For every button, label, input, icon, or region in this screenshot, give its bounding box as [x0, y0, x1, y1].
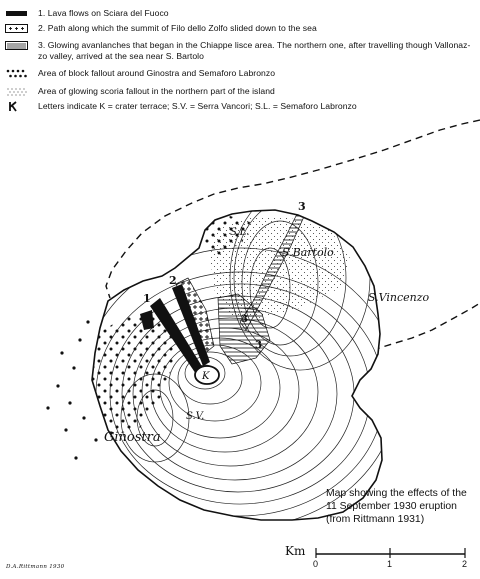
legend-item-scoria-fallout: [4, 86, 476, 97]
map-signature: D.A.Rittmann 1930: [6, 564, 65, 570]
map-caption: Map showing the effects of the 11 September 1930 eruption (from Rittmann 1931): [326, 488, 467, 525]
legend: [0, 0, 480, 118]
scale-tick-0: 0: [313, 559, 319, 569]
label-ginostra: Ginostra: [104, 430, 161, 445]
legend-text: Area of block fallout around Ginostra and Semaforo Labronzo: [38, 68, 276, 78]
offshore-block-dots: [46, 320, 97, 459]
legend-text: Area of glowing scoria fallout in the northern part of the island: [38, 86, 275, 96]
flow-label-2: 2: [169, 274, 177, 287]
legend-text: 3. Glowing avanlanches that began in the Chiappe lisce area. The northern one, after travelling though Vallonaz-zo valley, arrived at the sea near S. Bartolo: [38, 40, 471, 61]
flow-label-1: 1: [143, 292, 151, 305]
flow-label-3-low: 3: [255, 340, 262, 351]
legend-item-slide-path: [4, 23, 476, 34]
scale-tick-1: 1: [387, 559, 393, 569]
legend-item-letters: [4, 101, 476, 112]
lava-flow-symbol-icon: [4, 8, 30, 19]
crosses-symbol-icon: [4, 23, 30, 34]
fine-dots-symbol-icon: [4, 86, 30, 97]
scale-unit-label: Km: [285, 544, 306, 558]
label-s-bartolo: S.Bartolo: [282, 246, 334, 259]
legend-text: Letters indicate K = crater terrace; S.V. = Serra Vancori; S.L. = Semaforo Labronzo: [38, 101, 357, 111]
legend-item-block-fallout: [4, 68, 476, 79]
label-k: K: [202, 371, 210, 382]
flow-label-3-mid: 3: [241, 314, 248, 325]
label-sv: S.V.: [186, 411, 205, 422]
label-sl: S.L.: [230, 227, 250, 238]
legend-item-glowing-avalanches: [4, 40, 476, 62]
label-s-vincenzo: S.Vincenzo: [368, 291, 430, 304]
hatched-symbol-icon: [4, 40, 30, 51]
scale-tick-2: 2: [462, 559, 468, 569]
large-dots-symbol-icon: [4, 68, 30, 79]
letter-k-symbol-icon: [4, 101, 30, 112]
flow-label-3-north: 3: [298, 200, 306, 213]
legend-text: 1. Lava flows on Sciara del Fuoco: [38, 8, 169, 18]
scale-bar: [316, 548, 465, 558]
legend-item-lava-flows: [4, 8, 476, 19]
legend-text: 2. Path along which the summit of Filo dello Zolfo slided down to the sea: [38, 23, 317, 33]
